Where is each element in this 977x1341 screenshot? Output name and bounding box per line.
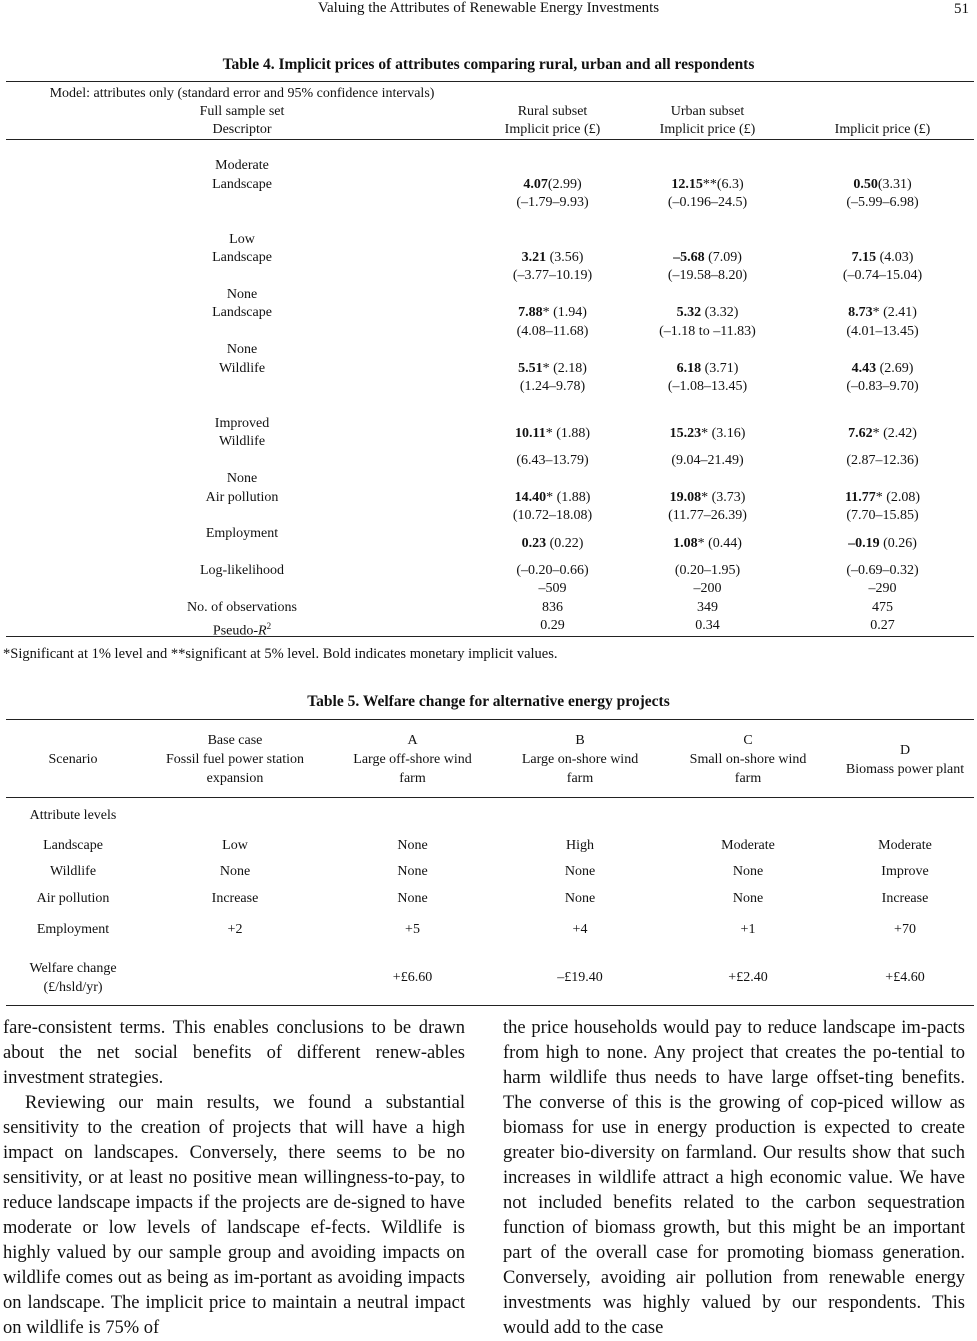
table4-ci: (–0.74–15.04) — [842, 268, 923, 283]
table5-cell: None — [564, 891, 596, 906]
table4-bottom-rule — [6, 636, 974, 637]
table5-cell: Improve — [881, 864, 929, 879]
table4-ci: (4.08–11.68) — [516, 324, 589, 339]
table4-loglik-urban: –200 — [693, 581, 722, 596]
body-left-column — [3, 1016, 465, 1341]
table4-nobs-all: 475 — [872, 600, 893, 615]
table4-ci: (–3.77–10.19) — [512, 268, 593, 283]
table4-cell: 10.11* (1.88) — [514, 426, 591, 441]
table4-cell: 19.08* (3.73) — [669, 490, 746, 505]
table4-ci: (1.24–9.78) — [519, 379, 586, 394]
table5-row-label: Wildlife — [49, 864, 97, 879]
table5-row-label: Employment — [36, 922, 110, 937]
table4-ci: (11.77–26.39) — [668, 508, 747, 523]
table5-welfare-c: +£2.40 — [728, 970, 768, 985]
table4-cell: 7.15 (4.03) — [851, 250, 914, 265]
table5-base-heading: Base case Fossil fuel power station expansion — [165, 733, 305, 786]
table5-a-heading: A Large off-shore wind farm — [353, 733, 472, 786]
table4-cell: 11.77* (2.08) — [844, 490, 921, 505]
table5-cell: +70 — [894, 922, 916, 937]
table5-row-label: Air pollution — [36, 891, 110, 906]
table5-cell: None — [397, 838, 428, 853]
table4-ci: (9.04–21.49) — [671, 453, 744, 468]
table5-welfare-b: –£19.40 — [557, 970, 603, 985]
table4-rural-heading: Rural subset — [517, 104, 588, 119]
table5-cell: +2 — [227, 922, 243, 937]
table4-nobs-urban: 349 — [697, 600, 718, 615]
table4-row-label: Employment — [205, 526, 279, 541]
table4-loglik-rural: –509 — [538, 581, 567, 596]
body-paragraph: Reviewing our main results, we found a substantial sensitivity to the creation of projects that will have a high impact on landscapes. Conversely, there seems to be no sensitivity, or at least no positive mean willingness-to-pay, to reduce landscape impacts if the projects are de-signed to have moderate or low levels of landscape ef-fects. Wildlife is highly valued by our sample group and avoiding impacts on wildlife comes out as being as im-portant as avoiding impacts on landscape. The implicit price to maintain a neutral impact on wildlife is 75% of — [3, 1093, 465, 1338]
table4-row-label: Landscape — [212, 177, 272, 192]
table4-urban-price-heading: Implicit price (£) — [659, 122, 756, 137]
table4-cell: 4.43 (2.69) — [851, 361, 914, 376]
table5-row-label: Landscape — [43, 838, 103, 853]
table4-row-label: Wildlife — [218, 361, 266, 376]
table4-row-label: Landscape — [212, 305, 272, 320]
table5-cell: None — [397, 891, 428, 906]
table4-loglik-label: Log-likelihood — [200, 563, 284, 578]
table4-ci: (7.70–15.85) — [846, 508, 919, 523]
table4-descriptor-heading: Descriptor — [212, 122, 272, 137]
table4-nobs-rural: 836 — [542, 600, 563, 615]
table5-d-heading: D Biomass power plant — [845, 743, 965, 777]
table4-row-label: None — [226, 471, 258, 486]
table4-nobs-label: No. of observations — [186, 600, 298, 615]
table4-cell: 0.23 (0.22) — [521, 536, 584, 551]
table4-ci: (–5.99–6.98) — [846, 195, 919, 210]
body-paragraph: fare-consistent terms. This enables conclusions to be drawn about the net social benefits of different renew-ables investment strategies. — [3, 1018, 465, 1088]
table4-pseudo-all: 0.27 — [870, 618, 895, 633]
table4-ci: (6.43–13.79) — [516, 453, 589, 468]
table4-cell: –5.68 (7.09) — [673, 250, 742, 265]
table4-cell: 14.40* (1.88) — [514, 490, 591, 505]
table5-cell: None — [397, 864, 428, 879]
table4-urban-heading: Urban subset — [670, 104, 745, 119]
table4-row-label: Landscape — [212, 250, 272, 265]
table5-cell: None — [564, 864, 596, 879]
table4-cell: 0.50(3.31) — [853, 177, 912, 192]
table4-cell: –0.19 (0.26) — [848, 536, 917, 551]
table4-ci: (0.20–1.95) — [674, 563, 741, 578]
table4-ci: (–0.20–0.66) — [516, 563, 589, 578]
table4-pseudo-rural: 0.29 — [540, 618, 565, 633]
table5-cell: None — [219, 864, 251, 879]
table5-top-rule — [6, 719, 974, 720]
table5-cell: Moderate — [721, 838, 775, 853]
table4-ci: (–1.08–13.45) — [667, 379, 748, 394]
table4-cell: 4.07(2.99) — [523, 177, 582, 192]
table4-row-label: Air pollution — [205, 490, 279, 505]
table4-ci: (–0.196–24.5) — [667, 195, 748, 210]
table5-c-heading: C Small on-shore wind farm — [689, 733, 807, 786]
table5-cell: Moderate — [878, 838, 932, 853]
table4-cell: 8.73* (2.41) — [848, 305, 917, 320]
table5-cell: +1 — [740, 922, 756, 937]
table5-cell: Increase — [881, 891, 929, 906]
table4-row-label: None — [226, 342, 258, 357]
table4-full-sample-heading: Full sample set — [199, 104, 285, 119]
table4-ci: (–1.18 to –11.83) — [659, 324, 756, 339]
table4-cell: 5.32 (3.32) — [676, 305, 739, 320]
table5-welfare-label: Welfare change (£/hsld/yr) — [29, 961, 117, 995]
table5-scenario-heading: Scenario — [48, 752, 98, 767]
table4-rural-price-heading: Implicit price (£) — [504, 122, 601, 137]
table5-cell: Low — [222, 838, 248, 853]
table4-row-label: Wildlife — [218, 434, 266, 449]
table5-cell: Increase — [211, 891, 259, 906]
table5-welfare-d: +£4.60 — [885, 970, 925, 985]
table4-cell: 6.18 (3.71) — [676, 361, 739, 376]
table4-all-price-heading: Implicit price (£) — [834, 122, 931, 137]
table4-note: *Significant at 1% level and **significant at 5% level. Bold indicates monetary implicit values. — [3, 646, 558, 662]
table4-model-heading: Model: attributes only (standard error and 95% confidence intervals) — [49, 86, 435, 101]
table4-ci: (2.87–12.36) — [846, 453, 919, 468]
page-number: 51 — [954, 1, 969, 17]
table4-cell: 3.21 (3.56) — [521, 250, 584, 265]
table5-cell: +4 — [572, 922, 588, 937]
table5-cell: None — [732, 891, 764, 906]
table5-b-heading: B Large on-shore wind farm — [521, 733, 639, 786]
table4-ci: (4.01–13.45) — [846, 324, 919, 339]
table4-caption: Table 4. Implicit prices of attributes comparing rural, urban and all respondents — [222, 56, 755, 73]
table5-welfare-a: +£6.60 — [392, 970, 433, 985]
table5-head-rule — [6, 797, 974, 798]
table4-cell: 12.15**(6.3) — [671, 177, 744, 192]
table4-row-label: None — [226, 287, 258, 302]
table4-cell: 1.08* (0.44) — [673, 536, 742, 551]
table5-caption: Table 5. Welfare change for alternative energy projects — [307, 693, 670, 710]
table4-cell: 5.51* (2.18) — [518, 361, 587, 376]
body-right-column — [503, 1016, 965, 1341]
table4-ci: (–0.69–0.32) — [846, 563, 919, 578]
table4-ci: (–1.79–9.93) — [516, 195, 589, 210]
table5-bottom-rule — [6, 1005, 974, 1006]
table4-cell: 7.62* (2.42) — [848, 426, 917, 441]
table4-cell: 7.88* (1.94) — [518, 305, 587, 320]
table4-head-rule — [6, 139, 974, 140]
running-title: Valuing the Attributes of Renewable Energy Investments — [317, 0, 660, 16]
table4-pseudo-urban: 0.34 — [695, 618, 720, 633]
table4-ci: (–0.83–9.70) — [846, 379, 919, 394]
table4-loglik-all: –290 — [868, 581, 897, 596]
table4-ci: (–19.58–8.20) — [667, 268, 748, 283]
table5-cell: High — [566, 838, 594, 853]
body-paragraph: the price households would pay to reduce landscape im-pacts from high to none. Any project that creates the po-tential to harm wildlife thus needs to have large offset-ting benefits. The converse of this is the growing of cop-piced willow as biomass for use in energy production is expected to create greater bio-diversity on farmland. Our results show that such increases in wildlife attract a high economic value. We have not included benefits related to the carbon sequestration function of biomass growth, but this might be an important part of the overall case for promoting biomass generation. Conversely, avoiding air pollution from renewable energy investments was highly valued by our respondents. This would add to the case — [503, 1018, 965, 1338]
table5-cell: None — [732, 864, 764, 879]
table4-ci: (10.72–18.08) — [512, 508, 593, 523]
table5-attribute-levels: Attribute levels — [29, 808, 117, 823]
table4-row-label: Low — [229, 232, 255, 247]
table4-pseudo-label: Pseudo-$R^2$ — [212, 621, 272, 639]
table4-row-label: Moderate — [215, 158, 269, 173]
table4-top-rule — [6, 81, 974, 82]
table4-cell: 15.23* (3.16) — [669, 426, 746, 441]
table4-row-label: Improved — [214, 416, 270, 431]
table5-cell: +5 — [405, 922, 420, 937]
